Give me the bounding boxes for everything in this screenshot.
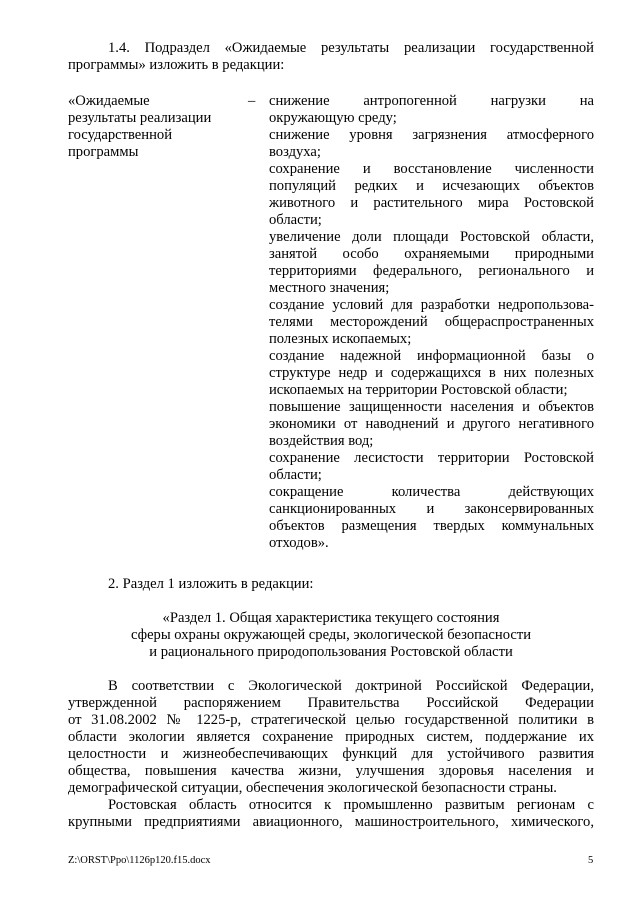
result-line: области;: [269, 467, 322, 483]
intro-line: программы» изложить в редакции:: [68, 57, 285, 73]
result-line: животного и растительного мира Ростовской: [269, 195, 594, 211]
intro-line: 1.4. Подраздел «Ожидаемые результаты реализации государственной: [108, 40, 594, 56]
result-line: телями месторождений общераспространенных: [269, 314, 594, 330]
section2-instruction: 2. Раздел 1 изложить в редакции:: [108, 576, 314, 592]
result-line: территориями федерального, регионального и: [269, 263, 594, 279]
result-line: повышение защищенности населения и объектов: [269, 399, 594, 415]
result-line: снижение антропогенной нагрузки на: [269, 93, 594, 109]
result-line: структуре недр и содержащихся в них полезных: [269, 365, 594, 381]
result-line: области;: [269, 212, 322, 228]
result-line: санкционированных и законсервированных: [269, 501, 594, 517]
section-heading-line: сферы охраны окружающей среды, экологической безопасности: [130, 627, 532, 643]
paragraph-line: В соответствии с Экологической доктриной Российской Федерации,: [108, 678, 594, 694]
footer-file-path: Z:\ORST\Ppo\1126p120.f15.docx: [68, 855, 211, 866]
item-title-line: программы: [68, 144, 139, 160]
paragraph-line: утвержденной распоряжением Правительства Российской Федерации: [68, 695, 594, 711]
result-line: объектов размещения твердых коммунальных: [269, 518, 594, 534]
result-line: занятой особо охраняемыми природными: [269, 246, 594, 262]
result-line: создание надежной информационной базы о: [269, 348, 594, 364]
body-paragraph-2: [68, 797, 594, 831]
result-line: снижение уровня загрязнения атмосферного: [269, 127, 594, 143]
paragraph-line: целостности и жизнеобеспечивающих функций для устойчивого развития: [68, 746, 594, 762]
section-heading: [68, 610, 594, 661]
result-line: воздуха;: [269, 144, 321, 160]
paragraph-line: общества, повышения качества жизни, улучшения здоровья населения и: [68, 763, 594, 779]
section-heading-line: и рационального природопользования Ростовской области: [149, 644, 513, 660]
item-title-line: государственной: [68, 127, 173, 143]
result-line: сокращение количества действующих: [269, 484, 594, 500]
intro-paragraph: [68, 40, 594, 74]
paragraph-line: области экологии является сохранение природных систем, поддержание их: [68, 729, 594, 745]
result-line: создание условий для разработки недропользова-: [269, 297, 594, 313]
result-line: экономики от наводнений и другого негативного: [269, 416, 594, 432]
result-line: воздействия вод;: [269, 433, 374, 449]
paragraph-line: крупными предприятиями авиационного, машиностроительного, химического,: [68, 814, 594, 830]
section-heading-line: «Раздел 1. Общая характеристика текущего состояния: [162, 610, 500, 626]
expected-results-list: [269, 93, 594, 552]
item-title-line: «Ожидаемые: [68, 93, 150, 109]
result-line: полезных ископаемых;: [269, 331, 412, 347]
passport-item-title: [68, 93, 236, 161]
page-number: 5: [588, 855, 594, 866]
result-line: ископаемых на территории Ростовской области;: [269, 382, 568, 398]
result-line: сохранение и восстановление численности: [269, 161, 594, 177]
item-dash: –: [248, 93, 256, 109]
result-line: местного значения;: [269, 280, 390, 296]
result-line: сохранение лесистости территории Ростовской: [269, 450, 594, 466]
item-title-line: результаты реализации: [68, 110, 212, 126]
result-line: популяций редких и исчезающих объектов: [269, 178, 594, 194]
paragraph-line: демографической ситуации, обеспечения экологической безопасности страны.: [68, 780, 557, 796]
result-line: отходов».: [269, 535, 329, 551]
paragraph-line: Ростовская область относится к промышленно развитым регионам с: [108, 797, 594, 813]
paragraph-line: от 31.08.2002 № 1225-р, стратегической целью государственной политики в: [68, 712, 594, 728]
body-paragraph-1: [68, 678, 594, 797]
result-line: окружающую среду;: [269, 110, 397, 126]
result-line: увеличение доли площади Ростовской области,: [269, 229, 594, 245]
